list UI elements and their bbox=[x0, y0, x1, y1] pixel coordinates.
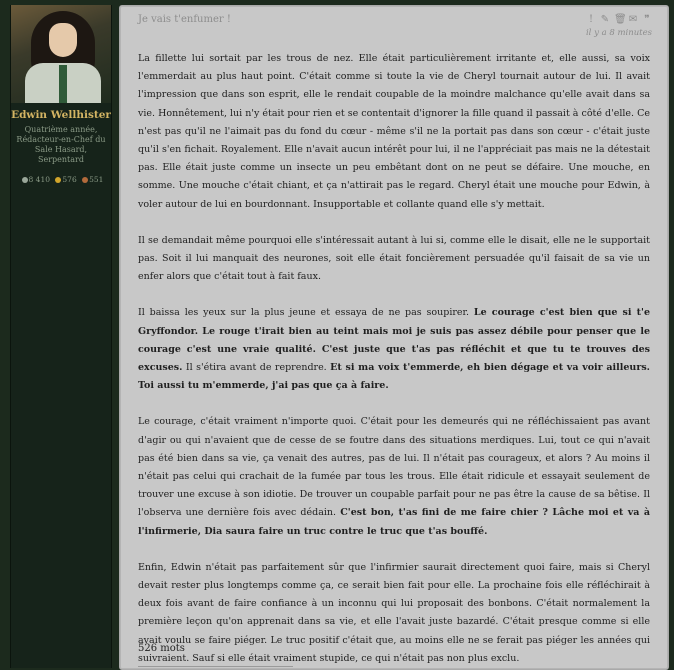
stat-gold: 576 bbox=[62, 175, 77, 184]
avatar-tie bbox=[59, 65, 67, 103]
divider bbox=[138, 666, 293, 667]
paragraph: Il se demandait même pourquoi elle s'intéressait autant à lui si, comme elle le disait, elle ne le supportait pas. Soit il lui manquait des neurones, soit elle était foncièrement persuadée qu'il faisait de sa vie un enfer alors que c'était tout à fait faux. bbox=[138, 234, 650, 283]
paragraph bbox=[138, 304, 650, 395]
post-content bbox=[138, 50, 650, 670]
coin-icon bbox=[55, 177, 61, 183]
word-count: 526 mots bbox=[138, 643, 185, 654]
dialogue: Le courage c'est bien que si t'e Gryffondor. Le rouge t'irait bien au teint mais moi je suis pas assez débile pour penser que le courage c'est une vraie qualité. C'est juste que t'as pas réfléchit et que tu te trouves des excuses. bbox=[138, 307, 650, 374]
quote-icon[interactable]: ❞ bbox=[644, 14, 650, 25]
avatar-face bbox=[49, 23, 77, 57]
paragraph: La fillette lui sortait par les trous de nez. Elle était particulièrement irritante et, elle aussi, sa voix l'emmerdait au plus haut point. C'était comme si toute la vie de Cheryl tournait autour de lui. Il avait l'impression que dans son esprit, elle le rendait coupable de la moindre malchance qu'elle avait dans sa vie. Honnêtement, lui n'y était pour rien et se contentait d'ignorer la fille quand il passait à côté d'elle. Ce n'est pas qu'il ne l'aimait pas du fond du cœur - même s'il ne la portait pas dans son cœur - c'était juste qu'il s'en fichait. Royalement. Elle n'avait aucun intérêt pour lui, il ne l'appréciait pas mais ne la détestait pas. Elle était juste comme un insecte un peu embêtant dont on ne peut se défaire. Une mouche, en somme. Une mouche c'était chiant, et ça n'attirait pas le regard. Cheryl était une mouche pour Edwin, à voler autour de lui en bourdonnant. Insupportable et collante quand elle s'y mettait. bbox=[138, 53, 650, 210]
character-name[interactable]: Edwin Wellhister bbox=[11, 109, 111, 121]
character-stats bbox=[11, 175, 111, 184]
paragraph bbox=[138, 413, 650, 540]
exclamation-icon[interactable]: ! bbox=[588, 14, 594, 25]
character-title: Quatrième année, Rédacteur-en-Chef du Sale Hasard, Serpentard bbox=[16, 125, 106, 164]
paragraph: Enfin, Edwin n'était pas parfaitement sûr que l'infirmier saurait directement quoi faire, mais si Cheryl devait rester plus longtemps comme ça, ce serait bien fait pour elle. La prochaine fois elle réfléchirait à deux fois avant de faire confiance à un inconnu qui lui proposait des bonbons. C'était normalement la première leçon qu'on apprenait dans sa vie, et elle l'avait juste bazardé. C'était presque comme si elle avait voulu se faire piéger. Le truc positif c'était que, au moins elle ne se ferait pas piéger les années qui suivraient. Sauf si elle était vraiment stupide, ce qui n'était pas non plus exclu. bbox=[138, 561, 650, 664]
trash-icon[interactable]: 🗑 bbox=[614, 14, 627, 25]
dialogue: Et si ma voix t'emmerde, eh bien dégage et va voir ailleurs. Toi aussi tu m'emmerde, j'ai pas que ça à faire. bbox=[138, 362, 650, 392]
post-time: il y a 8 minutes bbox=[585, 28, 652, 38]
pencil-icon[interactable]: ✎ bbox=[600, 14, 610, 25]
dialogue: C'est bon, t'as fini de me faire chier ? Lâche moi et va à l'infirmerie, Dia saura faire un truc contre le truc que t'as bouffé. bbox=[138, 507, 651, 537]
post-toolbar bbox=[586, 14, 652, 25]
stat-messages: 8 410 bbox=[28, 175, 51, 184]
narration: Il baissa les yeux sur la plus jeune et essaya de ne pas soupirer. bbox=[138, 307, 474, 319]
author-sidebar bbox=[10, 5, 112, 668]
post-title: Je vais t'enfumer ! bbox=[138, 14, 231, 25]
narration: Le courage, c'était vraiment n'importe quoi. C'était pour les demeurés qui ne réfléchissaient pas avant d'agir ou qui n'avaient que de cesse de se foutre dans des situations merdiques. Lui, tout ce qui n'avait pas été bien dans sa vie, ça venait des autres, pas de lui. Il n'était pas courageux, et alors ? Au moins il n'était pas celui qui crachait de la fumée par tous les trous. Elle était ridicule et essayait seulement de trouver une excuse à son idiotie. De trouver un coupable parfait pour ne pas être la cause de sa bêtise. Il l'observa une dernière fois avec dédain. bbox=[138, 416, 650, 519]
avatar[interactable] bbox=[11, 5, 111, 103]
envelope-icon[interactable]: ✉ bbox=[628, 14, 638, 25]
stat-points: 551 bbox=[89, 175, 104, 184]
speech-bubble-icon bbox=[22, 177, 28, 183]
post bbox=[119, 5, 669, 670]
star-icon bbox=[82, 177, 88, 183]
narration: Il s'étira avant de reprendre. bbox=[182, 362, 331, 374]
